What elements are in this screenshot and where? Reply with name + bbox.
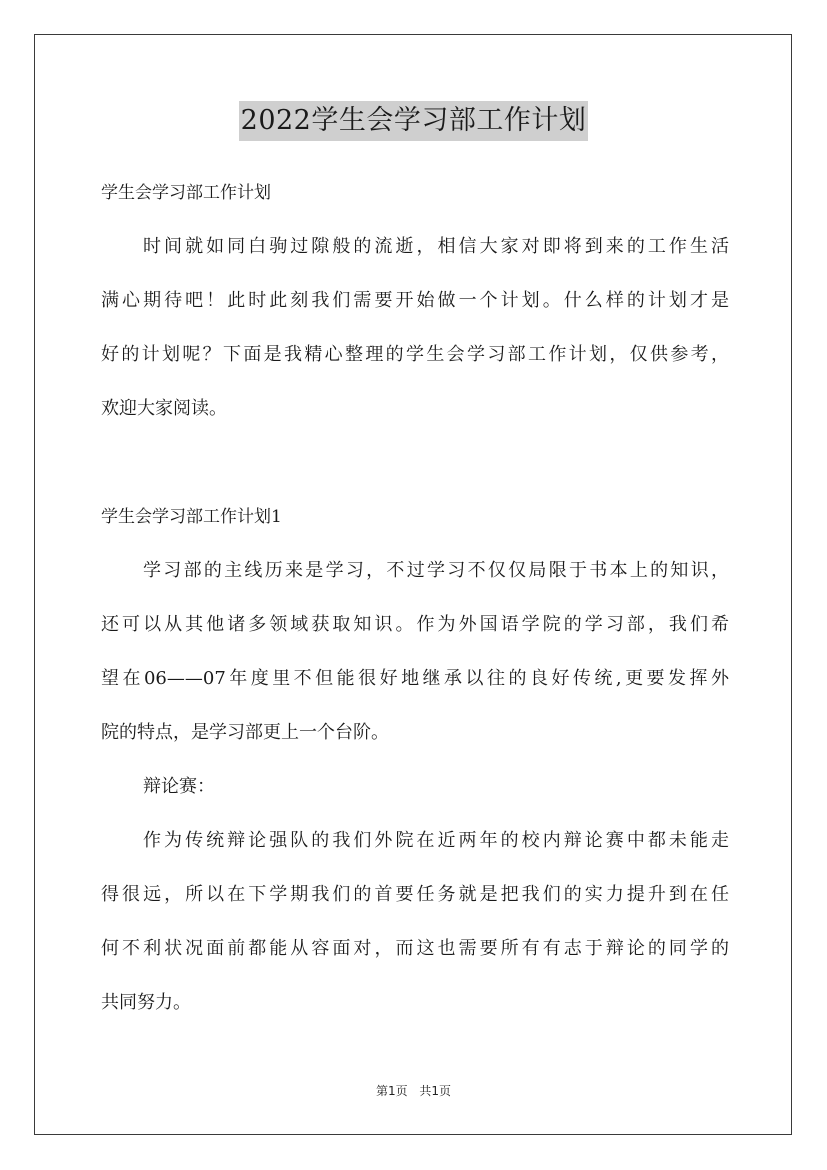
plan1-heading: 学生会学习部工作计划1	[101, 507, 282, 527]
debate-line-1: 作为传统辩论强队的我们外院在近两年的校内辩论赛中都未能走	[143, 830, 729, 851]
page-footer	[0, 1082, 827, 1099]
document-body	[101, 166, 729, 1030]
intro-line-3: 好的计划呢？下面是我精心整理的学生会学习部工作计划，仅供参考，	[101, 344, 729, 365]
intro-line-4: 欢迎大家阅读。	[101, 398, 227, 419]
page-number-total: 共1页	[419, 1084, 452, 1098]
intro-line-1: 时间就如同白驹过隙般的流逝，相信大家对即将到来的工作生活	[143, 236, 729, 257]
title-container	[0, 101, 827, 141]
debate-line-3: 何不利状况面前都能从容面对，而这也需要所有有志于辩论的同学的	[101, 938, 729, 959]
plan1-line-1: 学习部的主线历来是学习，不过学习不仅仅局限于书本上的知识，	[143, 560, 729, 581]
plan1-line-2: 还可以从其他诸多领域获取知识。作为外国语学院的学习部，我们希	[101, 614, 729, 635]
document-title: 2022学生会学习部工作计划	[239, 101, 589, 141]
page-number-current: 第1页	[375, 1084, 408, 1098]
plan1-line-3: 望在06——07年度里不但能很好地继承以往的良好传统,更要发挥外	[101, 668, 729, 689]
intro-line-2: 满心期待吧！此时此刻我们需要开始做一个计划。什么样的计划才是	[101, 290, 729, 311]
plan1-line-4: 院的特点，是学习部更上一个台阶。	[101, 722, 389, 743]
debate-line-2: 得很远，所以在下学期我们的首要任务就是把我们的实力提升到在任	[101, 884, 729, 905]
section-spacer	[101, 436, 729, 490]
intro-heading: 学生会学习部工作计划	[101, 183, 271, 203]
debate-label: 辩论赛：	[143, 776, 215, 797]
debate-line-4: 共同努力。	[101, 992, 191, 1013]
